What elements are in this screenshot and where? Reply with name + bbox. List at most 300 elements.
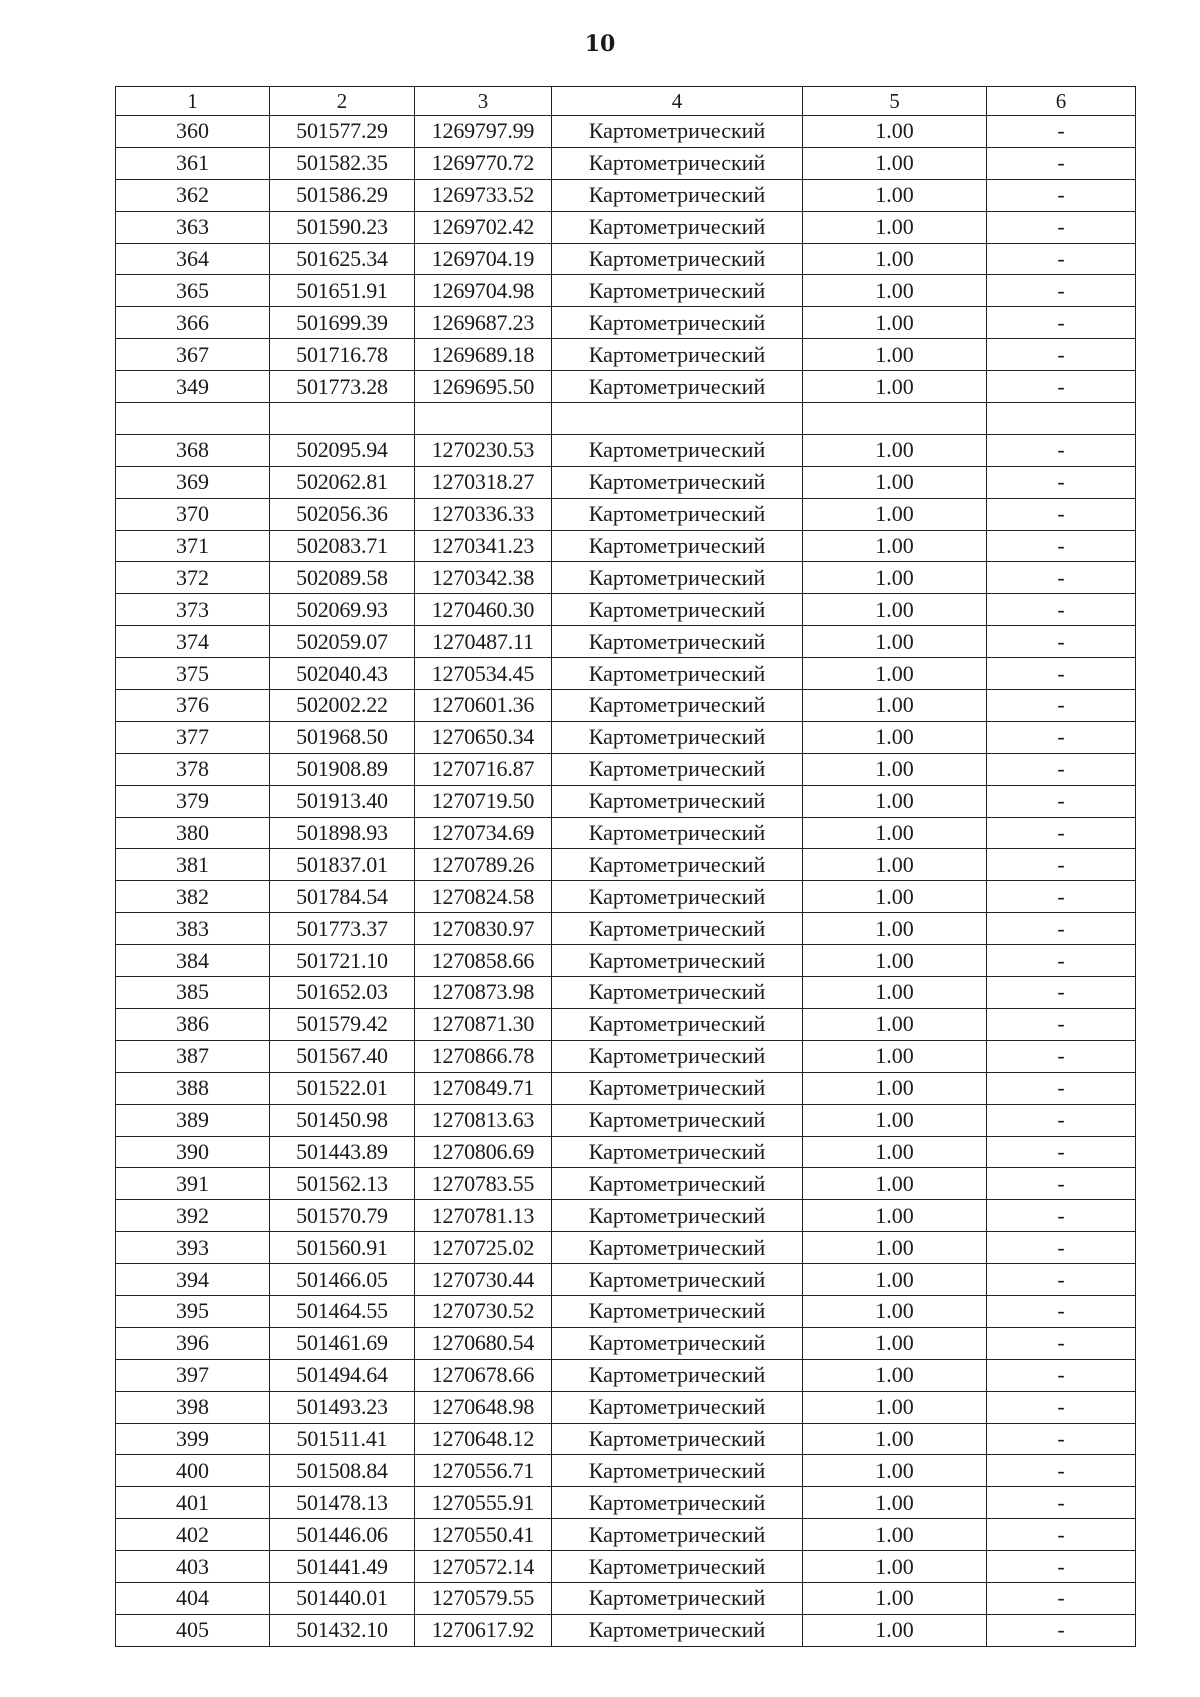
method-cell: Картометрический <box>552 881 803 913</box>
description-cell: - <box>987 1295 1136 1327</box>
method-cell: Картометрический <box>552 1200 803 1232</box>
x-coordinate-cell: 502056.36 <box>270 498 415 530</box>
y-coordinate-cell: 1270601.36 <box>415 690 552 722</box>
y-coordinate-cell: 1270534.45 <box>415 658 552 690</box>
x-coordinate-cell: 501511.41 <box>270 1423 415 1455</box>
method-cell: Картометрический <box>552 562 803 594</box>
y-coordinate-cell: 1270781.13 <box>415 1200 552 1232</box>
table-row <box>116 753 1136 785</box>
column-header-description: 6 <box>987 87 1136 116</box>
table-row <box>116 307 1136 339</box>
y-coordinate-cell: 1270341.23 <box>415 530 552 562</box>
table-row <box>116 498 1136 530</box>
point-number-cell: 365 <box>116 275 270 307</box>
y-coordinate-cell: 1270871.30 <box>415 1008 552 1040</box>
x-coordinate-cell: 501560.91 <box>270 1232 415 1264</box>
method-cell: Картометрический <box>552 817 803 849</box>
description-cell: - <box>987 1614 1136 1646</box>
table-row <box>116 881 1136 913</box>
point-number-cell: 369 <box>116 466 270 498</box>
table-row <box>116 1040 1136 1072</box>
table-row <box>116 1327 1136 1359</box>
point-number-cell: 367 <box>116 339 270 371</box>
x-coordinate-cell: 501652.03 <box>270 977 415 1009</box>
description-cell: - <box>987 179 1136 211</box>
point-number-cell: 402 <box>116 1519 270 1551</box>
point-number-cell: 362 <box>116 179 270 211</box>
accuracy-cell: 1.00 <box>803 1008 987 1040</box>
table-row <box>116 1168 1136 1200</box>
x-coordinate-cell: 501494.64 <box>270 1359 415 1391</box>
table-row <box>116 1551 1136 1583</box>
y-coordinate-cell: 1270783.55 <box>415 1168 552 1200</box>
point-number-cell: 372 <box>116 562 270 594</box>
table-row <box>116 339 1136 371</box>
x-coordinate-cell: 501699.39 <box>270 307 415 339</box>
description-cell: - <box>987 562 1136 594</box>
accuracy-cell: 1.00 <box>803 243 987 275</box>
table-row <box>116 849 1136 881</box>
x-coordinate-cell: 501493.23 <box>270 1391 415 1423</box>
accuracy-cell: 1.00 <box>803 881 987 913</box>
table-row <box>116 403 1136 435</box>
table-row <box>116 1008 1136 1040</box>
accuracy-cell: 1.00 <box>803 913 987 945</box>
x-coordinate-cell: 501464.55 <box>270 1295 415 1327</box>
method-cell: Картометрический <box>552 498 803 530</box>
y-coordinate-cell: 1270460.30 <box>415 594 552 626</box>
y-coordinate-cell: 1270830.97 <box>415 913 552 945</box>
description-cell: - <box>987 275 1136 307</box>
column-header-x: 2 <box>270 87 415 116</box>
x-coordinate-cell: 501908.89 <box>270 753 415 785</box>
point-number-cell: 364 <box>116 243 270 275</box>
description-cell: - <box>987 211 1136 243</box>
method-cell: Картометрический <box>552 1104 803 1136</box>
x-coordinate-cell: 501577.29 <box>270 116 415 148</box>
y-coordinate-cell: 1270342.38 <box>415 562 552 594</box>
method-cell: Картометрический <box>552 339 803 371</box>
point-number-cell: 400 <box>116 1455 270 1487</box>
x-coordinate-cell: 502083.71 <box>270 530 415 562</box>
x-coordinate-cell: 501837.01 <box>270 849 415 881</box>
y-coordinate-cell: 1270806.69 <box>415 1136 552 1168</box>
y-coordinate-cell: 1270873.98 <box>415 977 552 1009</box>
table-row <box>116 275 1136 307</box>
table-row <box>116 658 1136 690</box>
description-cell: - <box>987 1455 1136 1487</box>
accuracy-cell: 1.00 <box>803 658 987 690</box>
description-cell: - <box>987 1359 1136 1391</box>
accuracy-cell: 1.00 <box>803 530 987 562</box>
method-cell: Картометрический <box>552 1582 803 1614</box>
description-cell: - <box>987 434 1136 466</box>
accuracy-cell: 1.00 <box>803 1168 987 1200</box>
y-coordinate-cell: 1270824.58 <box>415 881 552 913</box>
x-coordinate-cell: 501522.01 <box>270 1072 415 1104</box>
description-cell: - <box>987 626 1136 658</box>
method-cell: Картометрический <box>552 307 803 339</box>
table-row <box>116 594 1136 626</box>
point-number-cell: 403 <box>116 1551 270 1583</box>
table-row <box>116 243 1136 275</box>
accuracy-cell: 1.00 <box>803 498 987 530</box>
page-number: 10 <box>584 31 616 57</box>
point-number-cell: 363 <box>116 211 270 243</box>
method-cell: Картометрический <box>552 434 803 466</box>
x-coordinate-cell: 502095.94 <box>270 434 415 466</box>
x-coordinate-cell <box>270 403 415 435</box>
description-cell: - <box>987 1519 1136 1551</box>
point-number-cell: 366 <box>116 307 270 339</box>
x-coordinate-cell: 501898.93 <box>270 817 415 849</box>
table-row <box>116 434 1136 466</box>
method-cell: Картометрический <box>552 116 803 148</box>
point-number-cell: 399 <box>116 1423 270 1455</box>
x-coordinate-cell: 501721.10 <box>270 945 415 977</box>
point-number-cell: 385 <box>116 977 270 1009</box>
point-number-cell <box>116 403 270 435</box>
accuracy-cell: 1.00 <box>803 434 987 466</box>
description-cell: - <box>987 1391 1136 1423</box>
table-row <box>116 1264 1136 1296</box>
accuracy-cell: 1.00 <box>803 339 987 371</box>
y-coordinate-cell: 1270230.53 <box>415 434 552 466</box>
accuracy-cell: 1.00 <box>803 721 987 753</box>
description-cell: - <box>987 690 1136 722</box>
point-number-cell: 370 <box>116 498 270 530</box>
description-cell: - <box>987 1264 1136 1296</box>
accuracy-cell: 1.00 <box>803 594 987 626</box>
x-coordinate-cell: 501773.28 <box>270 371 415 403</box>
method-cell: Картометрический <box>552 1232 803 1264</box>
accuracy-cell: 1.00 <box>803 1295 987 1327</box>
method-cell <box>552 403 803 435</box>
accuracy-cell: 1.00 <box>803 690 987 722</box>
description-cell: - <box>987 1232 1136 1264</box>
point-number-cell: 373 <box>116 594 270 626</box>
table-row <box>116 1455 1136 1487</box>
accuracy-cell: 1.00 <box>803 945 987 977</box>
accuracy-cell: 1.00 <box>803 1614 987 1646</box>
y-coordinate-cell: 1270849.71 <box>415 1072 552 1104</box>
x-coordinate-cell: 502089.58 <box>270 562 415 594</box>
point-number-cell: 371 <box>116 530 270 562</box>
accuracy-cell: 1.00 <box>803 1582 987 1614</box>
y-coordinate-cell: 1269689.18 <box>415 339 552 371</box>
y-coordinate-cell: 1270648.12 <box>415 1423 552 1455</box>
point-number-cell: 384 <box>116 945 270 977</box>
point-number-cell: 374 <box>116 626 270 658</box>
x-coordinate-cell: 501784.54 <box>270 881 415 913</box>
point-number-cell: 378 <box>116 753 270 785</box>
y-coordinate-cell: 1270650.34 <box>415 721 552 753</box>
description-cell: - <box>987 371 1136 403</box>
method-cell: Картометрический <box>552 1327 803 1359</box>
point-number-cell: 388 <box>116 1072 270 1104</box>
x-coordinate-cell: 501461.69 <box>270 1327 415 1359</box>
description-cell: - <box>987 977 1136 1009</box>
table-row <box>116 179 1136 211</box>
accuracy-cell: 1.00 <box>803 275 987 307</box>
y-coordinate-cell: 1269770.72 <box>415 147 552 179</box>
description-cell: - <box>987 1582 1136 1614</box>
accuracy-cell: 1.00 <box>803 977 987 1009</box>
table-row <box>116 116 1136 148</box>
point-number-cell: 383 <box>116 913 270 945</box>
y-coordinate-cell: 1270730.52 <box>415 1295 552 1327</box>
method-cell: Картометрический <box>552 1614 803 1646</box>
accuracy-cell: 1.00 <box>803 371 987 403</box>
x-coordinate-cell: 501441.49 <box>270 1551 415 1583</box>
accuracy-cell: 1.00 <box>803 307 987 339</box>
y-coordinate-cell: 1270487.11 <box>415 626 552 658</box>
accuracy-cell: 1.00 <box>803 1359 987 1391</box>
accuracy-cell: 1.00 <box>803 179 987 211</box>
table-row <box>116 1200 1136 1232</box>
y-coordinate-cell: 1269797.99 <box>415 116 552 148</box>
accuracy-cell: 1.00 <box>803 1136 987 1168</box>
point-number-cell: 368 <box>116 434 270 466</box>
point-number-cell: 377 <box>116 721 270 753</box>
method-cell: Картометрический <box>552 1551 803 1583</box>
point-number-cell: 375 <box>116 658 270 690</box>
point-number-cell: 387 <box>116 1040 270 1072</box>
table-row <box>116 1423 1136 1455</box>
x-coordinate-cell: 501570.79 <box>270 1200 415 1232</box>
method-cell: Картометрический <box>552 211 803 243</box>
accuracy-cell <box>803 403 987 435</box>
method-cell: Картометрический <box>552 626 803 658</box>
table-row <box>116 785 1136 817</box>
point-number-cell: 349 <box>116 371 270 403</box>
y-coordinate-cell: 1270572.14 <box>415 1551 552 1583</box>
header-row <box>116 87 1136 116</box>
column-header-y: 3 <box>415 87 552 116</box>
description-cell: - <box>987 466 1136 498</box>
description-cell: - <box>987 594 1136 626</box>
y-coordinate-cell: 1270719.50 <box>415 785 552 817</box>
x-coordinate-cell: 501562.13 <box>270 1168 415 1200</box>
y-coordinate-cell <box>415 403 552 435</box>
method-cell: Картометрический <box>552 147 803 179</box>
x-coordinate-cell: 501716.78 <box>270 339 415 371</box>
point-number-cell: 391 <box>116 1168 270 1200</box>
point-number-cell: 389 <box>116 1104 270 1136</box>
accuracy-cell: 1.00 <box>803 849 987 881</box>
x-coordinate-cell: 501440.01 <box>270 1582 415 1614</box>
y-coordinate-cell: 1269695.50 <box>415 371 552 403</box>
y-coordinate-cell: 1270550.41 <box>415 1519 552 1551</box>
method-cell: Картометрический <box>552 1136 803 1168</box>
table-row <box>116 466 1136 498</box>
table-row <box>116 690 1136 722</box>
x-coordinate-cell: 501651.91 <box>270 275 415 307</box>
accuracy-cell: 1.00 <box>803 1423 987 1455</box>
x-coordinate-cell: 501466.05 <box>270 1264 415 1296</box>
y-coordinate-cell: 1270789.26 <box>415 849 552 881</box>
description-cell: - <box>987 721 1136 753</box>
description-cell: - <box>987 498 1136 530</box>
method-cell: Картометрический <box>552 945 803 977</box>
description-cell: - <box>987 881 1136 913</box>
table-row <box>116 1104 1136 1136</box>
method-cell: Картометрический <box>552 1168 803 1200</box>
method-cell: Картометрический <box>552 1264 803 1296</box>
accuracy-cell: 1.00 <box>803 1072 987 1104</box>
accuracy-cell: 1.00 <box>803 1327 987 1359</box>
method-cell: Картометрический <box>552 913 803 945</box>
accuracy-cell: 1.00 <box>803 1040 987 1072</box>
y-coordinate-cell: 1269702.42 <box>415 211 552 243</box>
point-number-cell: 396 <box>116 1327 270 1359</box>
description-cell: - <box>987 753 1136 785</box>
table-row <box>116 1136 1136 1168</box>
y-coordinate-cell: 1270725.02 <box>415 1232 552 1264</box>
accuracy-cell: 1.00 <box>803 1455 987 1487</box>
table-body <box>116 116 1136 1647</box>
method-cell: Картометрический <box>552 530 803 562</box>
coordinates-table <box>115 86 1136 1647</box>
method-cell: Картометрический <box>552 849 803 881</box>
table-row <box>116 371 1136 403</box>
x-coordinate-cell: 502002.22 <box>270 690 415 722</box>
table-row <box>116 817 1136 849</box>
table-header <box>116 87 1136 116</box>
table-row <box>116 945 1136 977</box>
method-cell: Картометрический <box>552 466 803 498</box>
description-cell: - <box>987 147 1136 179</box>
y-coordinate-cell: 1270336.33 <box>415 498 552 530</box>
accuracy-cell: 1.00 <box>803 1104 987 1136</box>
x-coordinate-cell: 501446.06 <box>270 1519 415 1551</box>
y-coordinate-cell: 1269687.23 <box>415 307 552 339</box>
table-row <box>116 562 1136 594</box>
point-number-cell: 381 <box>116 849 270 881</box>
point-number-cell: 361 <box>116 147 270 179</box>
table-row <box>116 147 1136 179</box>
table-row <box>116 1072 1136 1104</box>
method-cell: Картометрический <box>552 275 803 307</box>
x-coordinate-cell: 501579.42 <box>270 1008 415 1040</box>
y-coordinate-cell: 1270318.27 <box>415 466 552 498</box>
x-coordinate-cell: 501582.35 <box>270 147 415 179</box>
table-row <box>116 721 1136 753</box>
accuracy-cell: 1.00 <box>803 116 987 148</box>
point-number-cell: 395 <box>116 1295 270 1327</box>
y-coordinate-cell: 1270648.98 <box>415 1391 552 1423</box>
x-coordinate-cell: 502069.93 <box>270 594 415 626</box>
accuracy-cell: 1.00 <box>803 817 987 849</box>
y-coordinate-cell: 1270556.71 <box>415 1455 552 1487</box>
description-cell: - <box>987 1551 1136 1583</box>
accuracy-cell: 1.00 <box>803 1391 987 1423</box>
description-cell: - <box>987 1136 1136 1168</box>
method-cell: Картометрический <box>552 1040 803 1072</box>
x-coordinate-cell: 501432.10 <box>270 1614 415 1646</box>
y-coordinate-cell: 1270730.44 <box>415 1264 552 1296</box>
method-cell: Картометрический <box>552 753 803 785</box>
y-coordinate-cell: 1270579.55 <box>415 1582 552 1614</box>
method-cell: Картометрический <box>552 1455 803 1487</box>
method-cell: Картометрический <box>552 1391 803 1423</box>
method-cell: Картометрический <box>552 1487 803 1519</box>
column-header-accuracy: 5 <box>803 87 987 116</box>
point-number-cell: 397 <box>116 1359 270 1391</box>
table-row <box>116 626 1136 658</box>
accuracy-cell: 1.00 <box>803 1487 987 1519</box>
table-row <box>116 1519 1136 1551</box>
description-cell: - <box>987 945 1136 977</box>
y-coordinate-cell: 1270858.66 <box>415 945 552 977</box>
x-coordinate-cell: 501508.84 <box>270 1455 415 1487</box>
method-cell: Картометрический <box>552 658 803 690</box>
method-cell: Картометрический <box>552 721 803 753</box>
x-coordinate-cell: 502062.81 <box>270 466 415 498</box>
point-number-cell: 404 <box>116 1582 270 1614</box>
y-coordinate-cell: 1269704.98 <box>415 275 552 307</box>
x-coordinate-cell: 501450.98 <box>270 1104 415 1136</box>
description-cell: - <box>987 1040 1136 1072</box>
description-cell: - <box>987 339 1136 371</box>
description-cell: - <box>987 116 1136 148</box>
y-coordinate-cell: 1270734.69 <box>415 817 552 849</box>
method-cell: Картометрический <box>552 1072 803 1104</box>
point-number-cell: 405 <box>116 1614 270 1646</box>
description-cell: - <box>987 1487 1136 1519</box>
x-coordinate-cell: 501478.13 <box>270 1487 415 1519</box>
point-number-cell: 360 <box>116 116 270 148</box>
accuracy-cell: 1.00 <box>803 1551 987 1583</box>
accuracy-cell: 1.00 <box>803 785 987 817</box>
point-number-cell: 379 <box>116 785 270 817</box>
accuracy-cell: 1.00 <box>803 1200 987 1232</box>
method-cell: Картометрический <box>552 1359 803 1391</box>
point-number-cell: 390 <box>116 1136 270 1168</box>
accuracy-cell: 1.00 <box>803 562 987 594</box>
method-cell: Картометрический <box>552 1519 803 1551</box>
description-cell: - <box>987 785 1136 817</box>
description-cell: - <box>987 1168 1136 1200</box>
accuracy-cell: 1.00 <box>803 466 987 498</box>
point-number-cell: 382 <box>116 881 270 913</box>
point-number-cell: 392 <box>116 1200 270 1232</box>
method-cell: Картометрический <box>552 1008 803 1040</box>
y-coordinate-cell: 1269733.52 <box>415 179 552 211</box>
table-row <box>116 1232 1136 1264</box>
x-coordinate-cell: 501567.40 <box>270 1040 415 1072</box>
point-number-cell: 380 <box>116 817 270 849</box>
accuracy-cell: 1.00 <box>803 1264 987 1296</box>
description-cell: - <box>987 1200 1136 1232</box>
x-coordinate-cell: 501773.37 <box>270 913 415 945</box>
description-cell: - <box>987 1327 1136 1359</box>
point-number-cell: 376 <box>116 690 270 722</box>
point-number-cell: 398 <box>116 1391 270 1423</box>
point-number-cell: 386 <box>116 1008 270 1040</box>
y-coordinate-cell: 1270617.92 <box>415 1614 552 1646</box>
x-coordinate-cell: 501968.50 <box>270 721 415 753</box>
description-cell: - <box>987 1072 1136 1104</box>
table-row <box>116 1614 1136 1646</box>
x-coordinate-cell: 501443.89 <box>270 1136 415 1168</box>
column-header-method: 4 <box>552 87 803 116</box>
x-coordinate-cell: 501590.23 <box>270 211 415 243</box>
accuracy-cell: 1.00 <box>803 1519 987 1551</box>
description-cell: - <box>987 243 1136 275</box>
description-cell: - <box>987 307 1136 339</box>
point-number-cell: 393 <box>116 1232 270 1264</box>
